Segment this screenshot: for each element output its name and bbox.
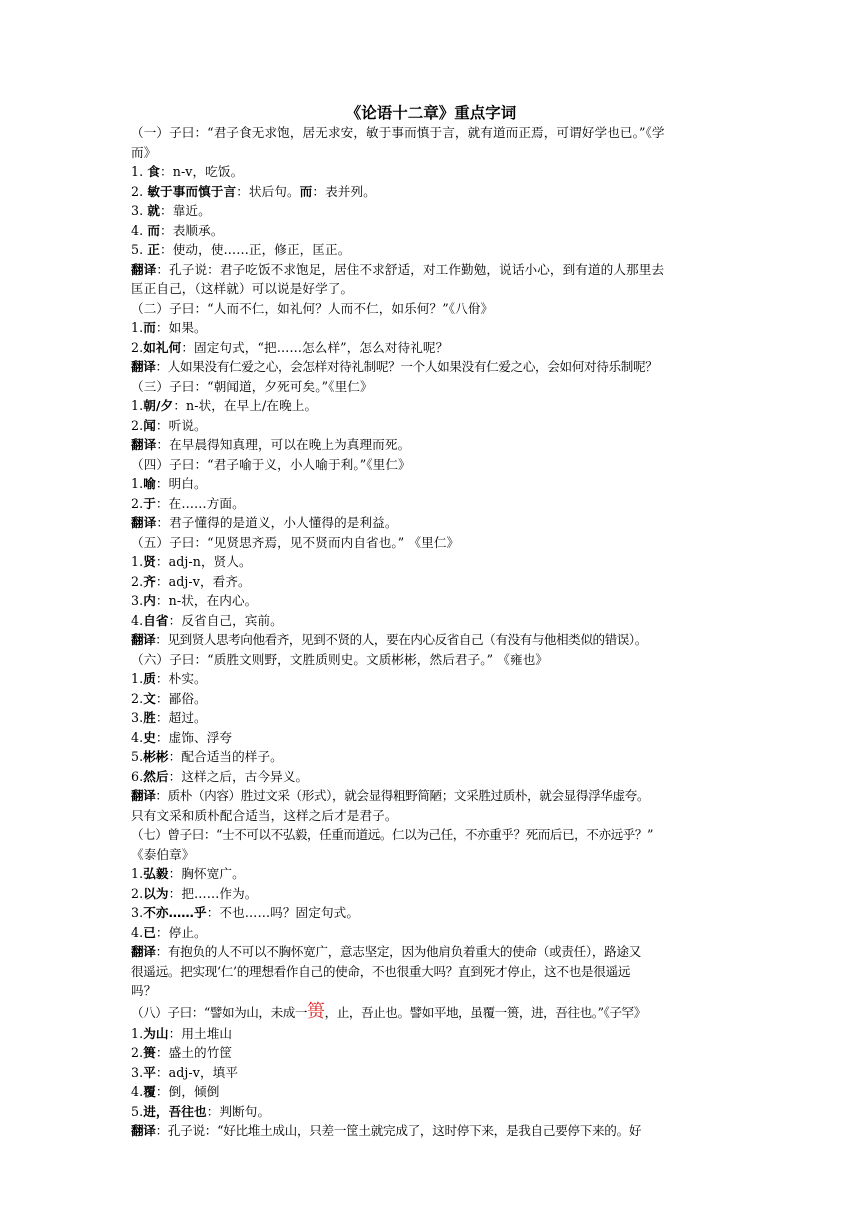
translation-cont: 匡正自己，（这样就）可以说是好学了。 [131,281,354,296]
translation-cont: 吗？ [131,983,157,998]
note-item: 2. 敏于事而慎于言：状后句。而：表并列。 [131,183,376,199]
translation: 翻译：人如果没有仁爱之心，会怎样对待礼制呢？一个人如果没有仁爱之心，会如何对待乐制呢？ [131,359,658,374]
translation: 翻译：见到贤人思考向他看齐，见到不贤的人，要在内心反省自己（有没有与他相类似的错误）。 [131,632,647,647]
note-item: 1.为山：用土堆山 [131,1025,233,1041]
quote-5: （五）子曰：“见贤思齐焉，见不贤而内自省也。” 《里仁》 [131,534,460,550]
note-item: 1. 食：n-v，吃饭。 [131,164,244,179]
note-item: 1.贤：adj-n，贤人。 [131,554,252,569]
note-item: 1.质：朴实。 [131,671,207,686]
translation: 翻译：孔子说：“好比堆土成山，只差一筐土就完成了，这时停下来，是我自己要停下来的。好 [131,1123,642,1138]
quote-7: （七）曾子曰：“士不可以不弘毅，任重而道远。仁以为己任，不亦重乎？死而后已，不亦远乎？” [131,827,654,842]
translation: 翻译：质朴（内容）胜过文采（形式），就会显得粗野简陋；文采胜过质朴，就会显得浮华虚夸。 [131,788,650,803]
translation-cont: 很遥远。把实现‘仁’的理想看作自己的使命，不也很重大吗？直到死才停止，这不也是很遥远 [131,963,631,979]
note-item: 6.然后：这样之后，古今异义。 [131,768,309,784]
note-item: 5.进，吾往也：判断句。 [131,1103,271,1119]
note-item: 3.内：n-状，在内心。 [131,593,258,608]
quote-1-cont: 而》 [131,144,157,160]
note-item: 4. 而：表顺承。 [131,222,224,238]
note-item: 3.胜：超过。 [131,710,207,725]
note-item: 3. 就：靠近。 [131,203,211,218]
note-item: 5. 正：使动，使……正，修正，匡正。 [131,242,351,257]
quote-8: （八）子曰：“譬如为山，未成一篑，止，吾止也。譬如平地，虽覆一篑，进，吾往也。”《子罕》 [131,1000,646,1022]
note-item: 2.文：鄙俗。 [131,690,207,706]
quote-4: （四）子曰：“君子喻于义，小人喻于利。”《里仁》 [131,456,411,472]
note-item: 5.彬彬：配合适当的样子。 [131,749,283,764]
document-page [131,104,731,1141]
translation: 翻译：在早晨得知真理，可以在晚上为真理而死。 [131,437,411,452]
note-item: 2.如礼何：固定句式，“把……怎么样”，怎么对待礼呢？ [131,339,449,355]
note-item: 4.已：停止。 [131,924,207,940]
note-item: 2.齐：adj-v，看齐。 [131,573,251,589]
note-item: 4.史：虚饰、浮夸 [131,729,233,745]
note-item: 1.弘毅：胸怀宽广。 [131,866,245,881]
note-item: 2.闻：听说。 [131,417,207,433]
note-item: 2.篑：盛土的竹筐 [131,1045,233,1060]
note-item: 3.不亦……乎：不也……吗？固定句式。 [131,905,360,920]
note-item: 4.自省：反省自己，宾前。 [131,612,283,628]
note-item: 1.而：如果。 [131,320,207,335]
note-item: 1.喻：明白。 [131,476,207,491]
translation: 翻译：孔子说：君子吃饭不求饱足，居住不求舒适，对工作勤勉，说话小心，到有道的人那里去 [131,261,665,277]
translation: 翻译：有抱负的人不可以不胸怀宽广，意志坚定，因为他肩负着重大的使命（或责任），路途又 [131,944,642,959]
quote-6: （六）子曰：“质胜文则野，文胜质则史。文质彬彬，然后君子。” 《雍也》 [131,651,549,667]
page-title: 《论语十二章》重点字词 [345,104,517,122]
quote-7-cont: 《泰伯章》 [131,846,195,862]
highlighted-character: 篑 [307,1000,325,1022]
note-item: 1.朝/夕：n-状，在早上/在晚上。 [131,398,318,413]
quote-1: （一）子曰：“君子食无求饱，居无求安，敏于事而慎于言，就有道而正焉，可谓好学也已。”《学 [131,125,665,140]
note-item: 4.覆：倒，倾倒 [131,1084,220,1099]
note-item: 3.平：adj-v，填平 [131,1064,239,1080]
quote-3: （三）子曰：“朝闻道，夕死可矣。”《里仁》 [131,378,373,394]
quote-2: （二）子曰：“人而不仁，如礼何？人而不仁，如乐何？”《八佾》 [131,300,494,316]
translation-cont: 只有文采和质朴配合适当，这样之后才是君子。 [131,807,398,823]
translation: 翻译：君子懂得的是道义，小人懂得的是利益。 [131,515,398,530]
note-item: 2.以为：把……作为。 [131,885,258,901]
note-item: 2.于：在……方面。 [131,495,245,511]
